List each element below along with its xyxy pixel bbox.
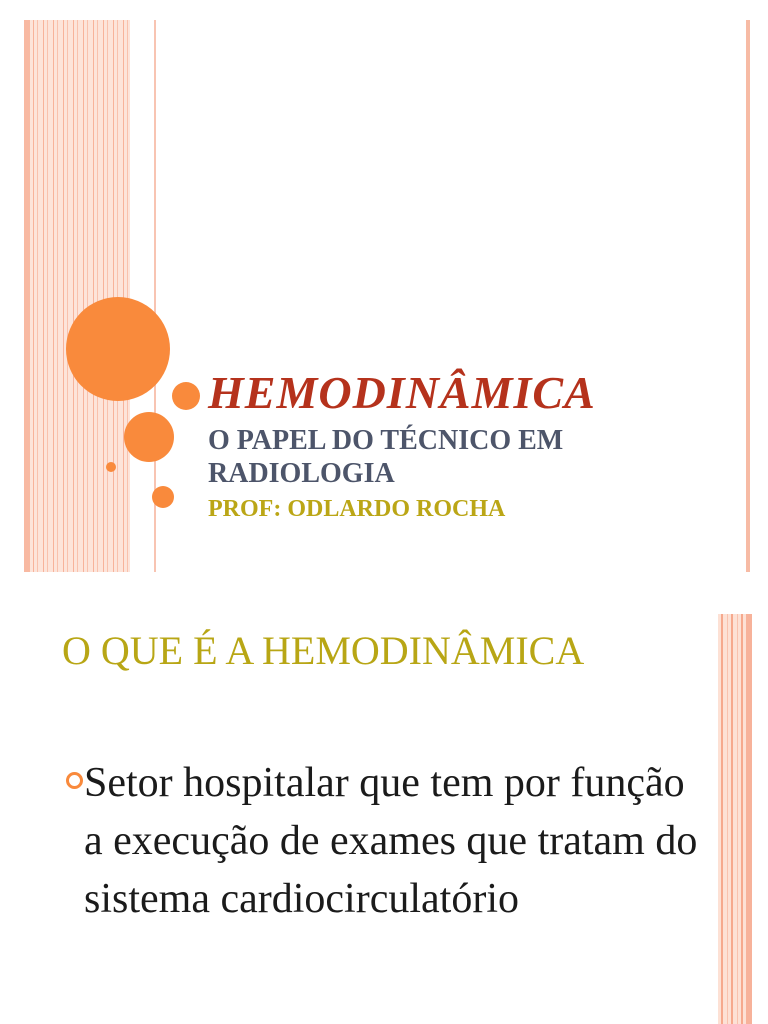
left-stripe-band — [24, 20, 130, 572]
small-circle-decoration-2 — [152, 486, 174, 508]
slide-subtitle: O PAPEL DO TÉCNICO EM RADIOLOGIA — [208, 425, 564, 489]
bullet-text: Setor hospitalar que tem por função a execução de exames que tratam do sistema cardiocirculatório — [84, 760, 698, 922]
medium-circle-decoration — [124, 412, 174, 462]
left-stripe-edge — [24, 20, 30, 572]
circle-bullet-icon — [66, 772, 83, 789]
slide-heading: O QUE É A HEMODINÂMICA — [62, 628, 585, 673]
right-edge-rule — [746, 20, 750, 572]
content-slide — [24, 614, 752, 1024]
author-line: PROF: ODLARDO ROCHA — [208, 496, 506, 522]
small-circle-decoration — [172, 382, 200, 410]
tiny-circle-decoration — [106, 462, 116, 472]
right-stripe-edge — [746, 614, 752, 1024]
large-circle-decoration — [66, 297, 170, 401]
title-slide — [24, 20, 752, 572]
slide-title: HEMODINÂMICA — [208, 367, 596, 418]
